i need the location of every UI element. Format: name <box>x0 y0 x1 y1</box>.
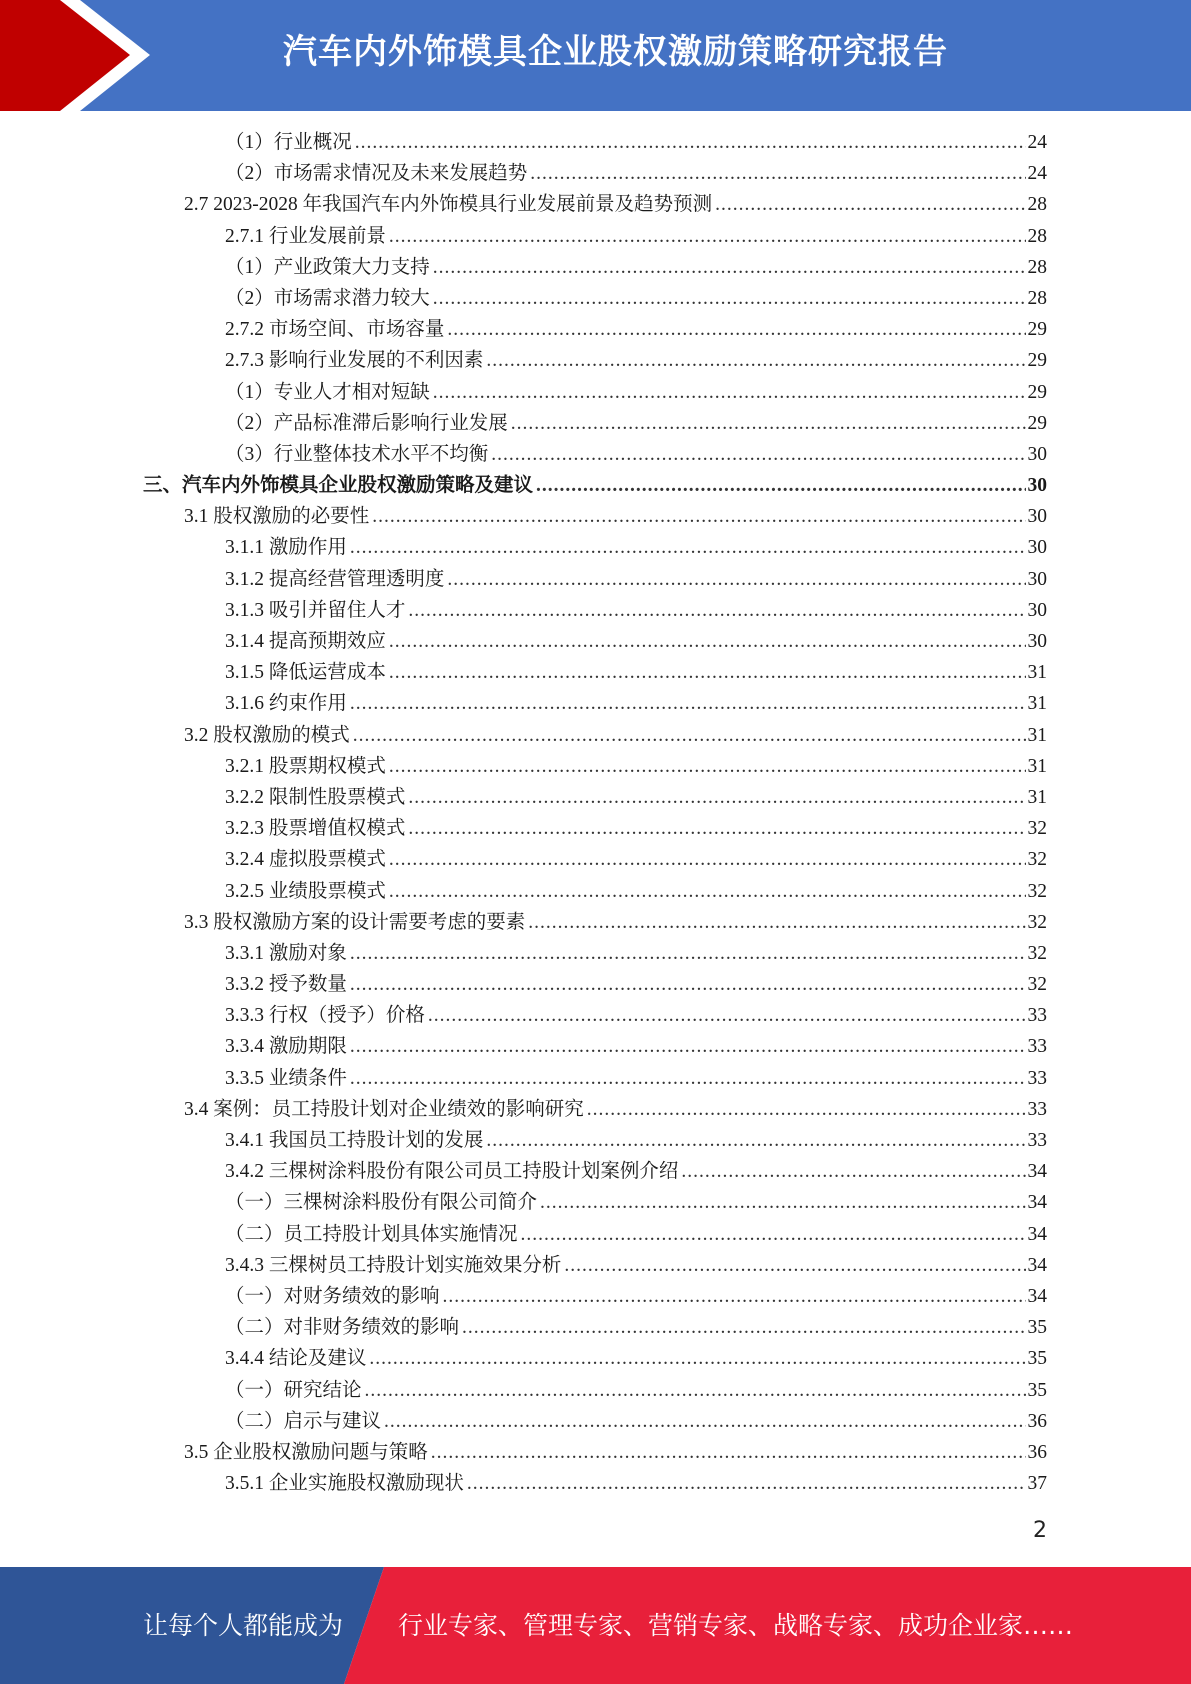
toc-entry-page: 33 <box>1027 1067 1047 1089</box>
toc-entry-page: 30 <box>1027 537 1047 559</box>
toc-entry-label: 3.4.1 我国员工持股计划的发展 <box>225 1125 486 1156</box>
toc-entry-label: （1）行业概况 <box>225 127 355 158</box>
page-number: 2 <box>1033 1518 1047 1543</box>
toc-leader-dots <box>389 221 1026 252</box>
toc-entry-label: 3.2.5 业绩股票模式 <box>225 876 389 907</box>
toc-entry-page: 29 <box>1027 319 1047 341</box>
toc-leader-dots <box>350 1031 1026 1062</box>
toc-leader-dots <box>528 907 1025 938</box>
toc-entry[interactable] <box>0 470 1191 501</box>
toc-leader-dots <box>353 720 1026 751</box>
toc-entry[interactable] <box>0 1094 1191 1125</box>
toc-leader-dots <box>521 1219 1026 1250</box>
toc-entry[interactable] <box>0 1343 1191 1374</box>
toc-entry-label: （二）员工持股计划具体实施情况 <box>225 1219 521 1250</box>
toc-entry-label: （1）专业人才相对短缺 <box>225 377 433 408</box>
toc-leader-dots <box>350 688 1026 719</box>
toc-entry-page: 32 <box>1027 849 1047 871</box>
toc-leader-dots <box>389 844 1026 875</box>
toc-entry[interactable] <box>0 1437 1191 1468</box>
toc-entry-label: 3.5 企业股权激励问题与策略 <box>184 1437 431 1468</box>
toc-entry-page: 30 <box>1027 631 1047 652</box>
page-header <box>0 0 1191 111</box>
toc-entry[interactable] <box>0 127 1191 158</box>
toc-entry-page: 30 <box>1027 443 1047 465</box>
toc-entry-label: 3.5.1 企业实施股权激励现状 <box>225 1468 467 1499</box>
toc-entry[interactable] <box>0 938 1191 969</box>
toc-leader-dots <box>433 283 1026 314</box>
toc-leader-dots <box>408 813 1025 844</box>
toc-leader-dots <box>715 189 1025 220</box>
toc-leader-dots <box>372 501 1025 532</box>
toc-leader-dots <box>681 1156 1025 1187</box>
toc-entry-page: 36 <box>1027 1441 1047 1463</box>
toc-leader-dots <box>467 1468 1026 1499</box>
toc-leader-dots <box>389 657 1026 688</box>
toc-entry-label: 2.7.3 影响行业发展的不利因素 <box>225 345 486 376</box>
toc-entry-page: 31 <box>1027 724 1047 746</box>
toc-leader-dots <box>447 314 1025 345</box>
toc-entry[interactable] <box>0 720 1191 751</box>
toc-entry-page: 31 <box>1027 662 1047 684</box>
toc-leader-dots <box>433 252 1026 283</box>
toc-entry[interactable] <box>0 813 1191 844</box>
table-of-contents <box>0 127 1191 1499</box>
toc-entry-label: 3.4.3 三棵树员工持股计划实施效果分析 <box>225 1250 564 1281</box>
toc-entry-label: 3.1.6 约束作用 <box>225 688 350 719</box>
toc-entry-label: 3.4.2 三棵树涂料股份有限公司员工持股计划案例介绍 <box>225 1156 681 1187</box>
page-footer <box>0 1567 1191 1684</box>
toc-entry-page: 24 <box>1027 163 1047 185</box>
toc-entry-page: 34 <box>1027 1223 1047 1245</box>
toc-entry-label: 3.2 股权激励的模式 <box>184 720 353 751</box>
toc-entry[interactable] <box>0 189 1191 220</box>
toc-leader-dots <box>350 969 1026 1000</box>
toc-leader-dots <box>428 1000 1026 1031</box>
toc-entry[interactable] <box>0 564 1191 595</box>
toc-leader-dots <box>365 1375 1026 1406</box>
toc-leader-dots <box>564 1250 1025 1281</box>
toc-leader-dots <box>536 470 1025 501</box>
toc-leader-dots <box>350 938 1026 969</box>
toc-leader-dots <box>530 158 1025 189</box>
toc-leader-dots <box>389 751 1026 782</box>
toc-entry-page: 34 <box>1027 1285 1047 1307</box>
toc-entry-page: 31 <box>1027 755 1047 777</box>
toc-entry-label: 3.3.1 激励对象 <box>225 938 350 969</box>
toc-entry[interactable] <box>0 1125 1191 1156</box>
toc-leader-dots <box>443 1281 1026 1312</box>
toc-entry-label: 2.7 2023-2028 年我国汽车内外饰模具行业发展前景及趋势预测 <box>184 189 715 220</box>
toc-entry[interactable] <box>0 844 1191 875</box>
toc-entry[interactable] <box>0 1000 1191 1031</box>
toc-leader-dots <box>408 782 1025 813</box>
toc-entry-label: 3.2.4 虚拟股票模式 <box>225 844 389 875</box>
footer-slogan-right: 行业专家、管理专家、营销专家、战略专家、成功企业家…… <box>398 1611 1074 1640</box>
toc-entry-page: 35 <box>1027 1348 1047 1370</box>
toc-entry-page: 36 <box>1027 1410 1047 1432</box>
toc-entry-page: 33 <box>1027 1005 1047 1027</box>
toc-entry-label: （二）对非财务绩效的影响 <box>225 1312 462 1343</box>
toc-leader-dots <box>587 1094 1026 1125</box>
toc-leader-dots <box>462 1312 1025 1343</box>
toc-entry[interactable] <box>0 532 1191 563</box>
toc-entry-label: 3.3.3 行权（授予）价格 <box>225 1000 428 1031</box>
toc-leader-dots <box>355 127 1026 158</box>
toc-entry-label: （2）产品标准滞后影响行业发展 <box>225 408 511 439</box>
toc-leader-dots <box>369 1343 1025 1374</box>
toc-entry[interactable] <box>0 377 1191 408</box>
toc-entry[interactable] <box>0 1312 1191 1343</box>
toc-entry-label: 3.2.3 股票增值权模式 <box>225 813 408 844</box>
toc-leader-dots <box>389 626 1026 657</box>
toc-entry-label: 3.4 案例：员工持股计划对企业绩效的影响研究 <box>184 1094 587 1125</box>
toc-entry[interactable] <box>0 345 1191 376</box>
toc-entry[interactable] <box>0 158 1191 189</box>
toc-leader-dots <box>408 595 1025 626</box>
toc-entry[interactable] <box>0 221 1191 252</box>
toc-entry-page: 28 <box>1027 225 1047 247</box>
toc-leader-dots <box>511 408 1026 439</box>
toc-entry-page: 35 <box>1027 1317 1047 1339</box>
toc-entry-page: 34 <box>1027 1192 1047 1214</box>
toc-leader-dots <box>486 1125 1025 1156</box>
toc-entry[interactable] <box>0 314 1191 345</box>
toc-entry-label: 三、汽车内外饰模具企业股权激励策略及建议 <box>143 470 536 501</box>
toc-entry-page: 31 <box>1027 693 1047 715</box>
toc-entry[interactable] <box>0 1187 1191 1218</box>
toc-entry[interactable] <box>0 1250 1191 1281</box>
toc-entry-label: 3.3 股权激励方案的设计需要考虑的要素 <box>184 907 528 938</box>
toc-entry-page: 34 <box>1027 1161 1047 1183</box>
toc-leader-dots <box>350 532 1026 563</box>
toc-entry-label: （一）对财务绩效的影响 <box>225 1281 443 1312</box>
toc-entry-page: 28 <box>1027 256 1047 278</box>
toc-entry-page: 34 <box>1027 1254 1047 1276</box>
toc-entry-label: 3.2.1 股票期权模式 <box>225 751 389 782</box>
toc-entry-page: 32 <box>1027 880 1047 902</box>
toc-entry-label: 2.7.1 行业发展前景 <box>225 221 389 252</box>
toc-entry-label: 3.1.1 激励作用 <box>225 532 350 563</box>
toc-entry-page: 37 <box>1027 1473 1047 1495</box>
toc-entry[interactable] <box>0 1219 1191 1250</box>
toc-entry[interactable] <box>0 283 1191 314</box>
toc-entry-label: 2.7.2 市场空间、市场容量 <box>225 314 447 345</box>
toc-leader-dots <box>384 1406 1025 1437</box>
toc-entry-page: 32 <box>1027 974 1047 996</box>
toc-leader-dots <box>433 377 1026 408</box>
toc-leader-dots <box>486 345 1025 376</box>
toc-entry-page: 30 <box>1027 568 1047 590</box>
toc-entry-label: （二）启示与建议 <box>225 1406 384 1437</box>
toc-entry-label: （3）行业整体技术水平不均衡 <box>225 439 491 470</box>
toc-entry[interactable] <box>0 1281 1191 1312</box>
toc-entry-page: 30 <box>1027 599 1047 621</box>
toc-entry[interactable] <box>0 1406 1191 1437</box>
toc-entry-page: 29 <box>1027 412 1047 434</box>
toc-entry[interactable] <box>0 1156 1191 1187</box>
toc-leader-dots <box>389 876 1026 907</box>
toc-entry[interactable] <box>0 969 1191 1000</box>
toc-entry-label: 3.3.2 授予数量 <box>225 969 350 1000</box>
toc-entry-label: 3.4.4 结论及建议 <box>225 1343 369 1374</box>
toc-entry[interactable] <box>0 907 1191 938</box>
toc-entry-page: 33 <box>1027 1036 1047 1058</box>
toc-entry[interactable] <box>0 1375 1191 1406</box>
toc-entry[interactable] <box>0 751 1191 782</box>
toc-entry-page: 33 <box>1027 1098 1047 1120</box>
toc-entry-page: 32 <box>1027 942 1047 964</box>
toc-entry[interactable] <box>0 408 1191 439</box>
toc-entry[interactable] <box>0 252 1191 283</box>
toc-entry-label: 3.1 股权激励的必要性 <box>184 501 372 532</box>
toc-entry-label: 3.3.4 激励期限 <box>225 1031 350 1062</box>
toc-entry[interactable] <box>0 1063 1191 1094</box>
toc-entry[interactable] <box>0 626 1191 657</box>
footer-slogan-left: 让每个人都能成为 <box>143 1611 344 1640</box>
toc-entry-page: 31 <box>1027 786 1047 808</box>
toc-entry-page: 30 <box>1027 506 1047 528</box>
toc-entry[interactable] <box>0 688 1191 719</box>
toc-entry-page: 29 <box>1027 350 1047 372</box>
toc-entry-label: （1）产业政策大力支持 <box>225 252 433 283</box>
toc-entry-page: 32 <box>1027 911 1047 933</box>
toc-entry-label: 3.3.5 业绩条件 <box>225 1063 350 1094</box>
toc-entry-label: （一）研究结论 <box>225 1375 365 1406</box>
toc-leader-dots <box>431 1437 1026 1468</box>
toc-entry-label: 3.1.5 降低运营成本 <box>225 657 389 688</box>
toc-entry-label: （2）市场需求情况及未来发展趋势 <box>225 158 530 189</box>
toc-entry[interactable] <box>0 657 1191 688</box>
toc-leader-dots <box>350 1063 1026 1094</box>
toc-leader-dots <box>491 439 1025 470</box>
toc-entry-page: 35 <box>1027 1379 1047 1401</box>
toc-entry[interactable] <box>0 1468 1191 1499</box>
toc-entry[interactable] <box>0 501 1191 532</box>
toc-entry[interactable] <box>0 876 1191 907</box>
toc-entry-label: 3.1.3 吸引并留住人才 <box>225 595 408 626</box>
toc-entry-page: 24 <box>1027 132 1047 153</box>
toc-entry-label: （一）三棵树涂料股份有限公司简介 <box>225 1187 540 1218</box>
toc-entry[interactable] <box>0 439 1191 470</box>
toc-entry[interactable] <box>0 782 1191 813</box>
toc-entry-label: （2）市场需求潜力较大 <box>225 283 433 314</box>
toc-entry-page: 28 <box>1027 287 1047 309</box>
toc-entry-label: 3.1.2 提高经营管理透明度 <box>225 564 447 595</box>
toc-leader-dots <box>447 564 1025 595</box>
toc-entry-label: 3.2.2 限制性股票模式 <box>225 782 408 813</box>
toc-entry-page: 29 <box>1027 381 1047 403</box>
toc-entry[interactable] <box>0 595 1191 626</box>
toc-entry-label: 3.1.4 提高预期效应 <box>225 626 389 657</box>
report-title: 汽车内外饰模具企业股权激励策略研究报告 <box>283 32 948 72</box>
toc-entry-page: 30 <box>1027 475 1047 497</box>
toc-entry-page: 33 <box>1027 1130 1047 1151</box>
toc-leader-dots <box>540 1187 1025 1218</box>
toc-entry-page: 28 <box>1027 194 1047 216</box>
toc-entry-page: 32 <box>1027 818 1047 840</box>
toc-entry[interactable] <box>0 1031 1191 1062</box>
